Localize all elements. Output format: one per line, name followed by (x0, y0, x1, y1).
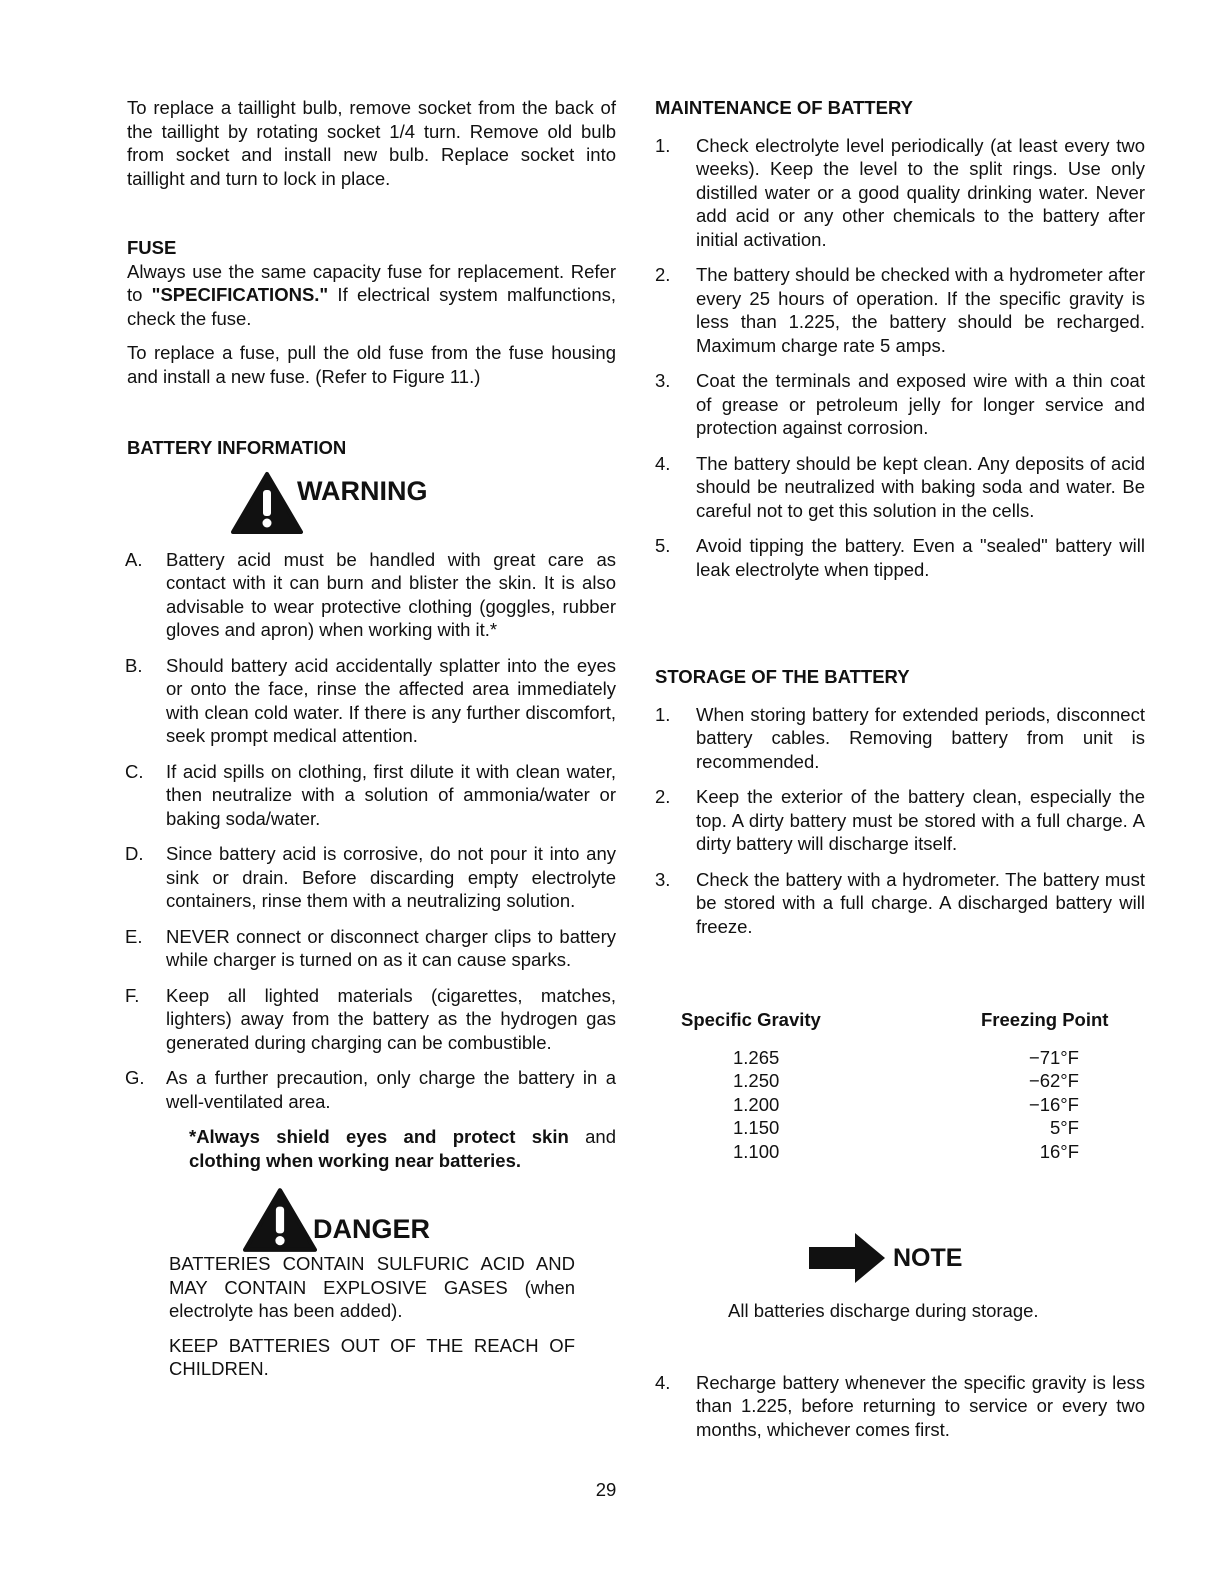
list-item (655, 534, 1145, 581)
list-item (655, 452, 1145, 523)
fuse-heading: FUSE (127, 237, 177, 258)
page-number: 29 (595, 1479, 617, 1500)
warning-banner (231, 470, 616, 534)
danger-paragraph-1: BATTERIES CONTAIN SULFURIC ACID AND MAY CONTAIN EXPLOSIVE GASES (when electrolyte has been added). (169, 1253, 575, 1321)
table-cell: 1.150 (733, 1117, 780, 1138)
fuse-text-a: Always use the same capacity fuse for replacement. Refer to (127, 260, 616, 305)
note-banner (805, 1231, 1145, 1285)
table-cell: −16°F (1028, 1093, 1079, 1115)
list-label: 2. (655, 786, 671, 807)
danger-text (169, 1252, 575, 1381)
warning-triangle-icon (231, 470, 303, 534)
table-row (681, 1140, 1121, 1164)
table-cell: 1.250 (733, 1070, 780, 1091)
warning-label: WARNING (297, 475, 428, 506)
list-label: G. (125, 1067, 145, 1088)
danger-label: DANGER (313, 1214, 431, 1244)
warning-list (125, 548, 616, 1114)
list-text: Recharge battery whenever the specific gravity is less than 1.225, before returning to service or every two months, whichever comes first. (696, 1371, 1145, 1440)
list-item (125, 548, 616, 642)
maintenance-heading: MAINTENANCE OF BATTERY (655, 97, 913, 118)
list-item (655, 1371, 1145, 1442)
list-item (655, 134, 1145, 252)
danger-paragraph-2: KEEP BATTERIES OUT OF THE REACH OF CHILDREN. (169, 1334, 575, 1379)
list-label: 4. (655, 452, 671, 474)
list-item (125, 760, 616, 831)
list-text: Battery acid must be handled with great care as contact with it can burn and blister the skin. It is also advisable to wear protective clothing (goggles, rubber gloves and apron) when working with it.* (166, 548, 616, 640)
list-item (655, 868, 1145, 939)
list-label: 1. (655, 134, 671, 156)
table-row (681, 1093, 1121, 1117)
taillight-paragraph: To replace a taillight bulb, remove socket from the back of the taillight by rotating socket 1/4 turn. Remove old bulb from socket and install new bulb. Replace socket into taillight and turn to lock in place. (127, 97, 616, 189)
list-label: E. (125, 925, 143, 947)
specifications-ref: "SPECIFICATIONS." (151, 284, 329, 305)
table-cell: 1.100 (733, 1140, 780, 1162)
list-label: 3. (655, 868, 671, 890)
table-cell: −71°F (1028, 1046, 1079, 1068)
danger-banner (243, 1186, 616, 1252)
note-label: NOTE (893, 1244, 963, 1272)
table-row (681, 1069, 1121, 1093)
list-text: Coat the terminals and exposed wire with a thin coat of grease or petroleum jelly for longer service and protection against corrosion. (696, 370, 1145, 438)
left-column (127, 96, 616, 1381)
list-item (655, 263, 1145, 357)
table-cell: 1.200 (733, 1093, 780, 1115)
table-cell: −62°F (1028, 1070, 1079, 1091)
fuse-paragraph-1 (127, 260, 616, 331)
list-label: 1. (655, 703, 671, 725)
maintenance-list (655, 134, 1145, 582)
table-cell: 16°F (1039, 1140, 1079, 1162)
storage-heading: STORAGE OF THE BATTERY (655, 666, 910, 687)
list-label: 4. (655, 1371, 671, 1393)
storage-list (655, 703, 1145, 939)
list-label: 2. (655, 264, 671, 285)
list-text: If acid spills on clothing, first dilute it with clean water, then neutralize with a solution of ammonia/water or baking soda/water. (166, 760, 616, 829)
list-label: 3. (655, 370, 671, 391)
danger-triangle-icon (243, 1186, 317, 1252)
fuse-text-b: If electrical system malfunctions, check the fuse. (127, 284, 616, 329)
list-item (125, 984, 616, 1055)
header-freezing-point: Freezing Point (981, 1009, 1109, 1030)
table-cell: 5°F (1050, 1117, 1079, 1138)
table-cell: 1.265 (733, 1046, 780, 1068)
list-item (655, 369, 1145, 440)
list-item (655, 785, 1145, 856)
list-item (655, 703, 1145, 774)
list-item (125, 925, 616, 972)
list-text: Since battery acid is corrosive, do not pour it into any sink or drain. Before discarding empty electrolyte containers, rinse them with a neutralizing solution. (166, 843, 616, 911)
list-label: F. (125, 984, 140, 1006)
list-label: D. (125, 843, 144, 864)
list-text: The battery should be kept clean. Any deposits of acid should be neutralized with baking soda and water. Be careful not to get this solution in the cells. (696, 452, 1145, 521)
shield-note-bold: *Always shield eyes and protect skin (189, 1126, 569, 1147)
shield-note-and: and (568, 1126, 616, 1147)
shield-note-bold-2: clothing when working near batteries. (189, 1149, 522, 1171)
list-item (125, 1066, 616, 1113)
list-text: Keep all lighted materials (cigarettes, matches, lighters) away from the battery as the hydrogen gas generated during charging can be combustible. (166, 984, 616, 1053)
battery-info-heading: BATTERY INFORMATION (127, 437, 347, 458)
list-text: Check the battery with a hydrometer. The battery must be stored with a full charge. A discharged battery will freeze. (696, 868, 1145, 937)
list-label: A. (125, 548, 143, 570)
list-text: As a further precaution, only charge the battery in a well-ventilated area. (166, 1067, 616, 1112)
list-text: Check electrolyte level periodically (at least every two weeks). Keep the level to the split rings. Use only distilled water or a good quality drinking water. Never add acid or any other chemicals to the battery after initial activation. (696, 134, 1145, 250)
note-text: All batteries discharge during storage. (728, 1300, 1039, 1321)
table-row (681, 1116, 1121, 1140)
list-text: Should battery acid accidentally splatter into the eyes or onto the face, rinse the affected area immediately with clean cold water. If there is any further discomfort, seek prompt medical attention. (166, 654, 616, 746)
list-label: 5. (655, 535, 671, 556)
list-label: B. (125, 654, 143, 676)
list-text: Avoid tipping the battery. Even a "sealed" battery will leak electrolyte when tipped. (696, 535, 1145, 580)
fuse-paragraph-2: To replace a fuse, pull the old fuse from the fuse housing and install a new fuse. (Refer to Figure 11.) (127, 342, 616, 387)
list-item (125, 654, 616, 748)
shield-note (189, 1125, 616, 1172)
list-text: NEVER connect or disconnect charger clips to battery while charger is turned on as it can cause sparks. (166, 925, 616, 970)
arrow-right-icon (805, 1231, 889, 1285)
list-item (125, 842, 616, 913)
list-label: C. (125, 760, 144, 782)
right-column (655, 96, 1145, 1441)
list-text: When storing battery for extended periods, disconnect battery cables. Removing battery from unit is recommended. (696, 703, 1145, 772)
list-text: Keep the exterior of the battery clean, especially the top. A dirty battery must be stored with a full charge. A dirty battery will discharge itself. (696, 786, 1145, 854)
list-text: The battery should be checked with a hydrometer after every 25 hours of operation. If the specific gravity is less than 1.225, the battery should be recharged. Maximum charge rate 5 amps. (696, 264, 1145, 356)
table-header-row (681, 1008, 1121, 1046)
table-row (681, 1046, 1121, 1070)
header-specific-gravity: Specific Gravity (681, 1009, 821, 1030)
gravity-table (681, 1008, 1121, 1163)
